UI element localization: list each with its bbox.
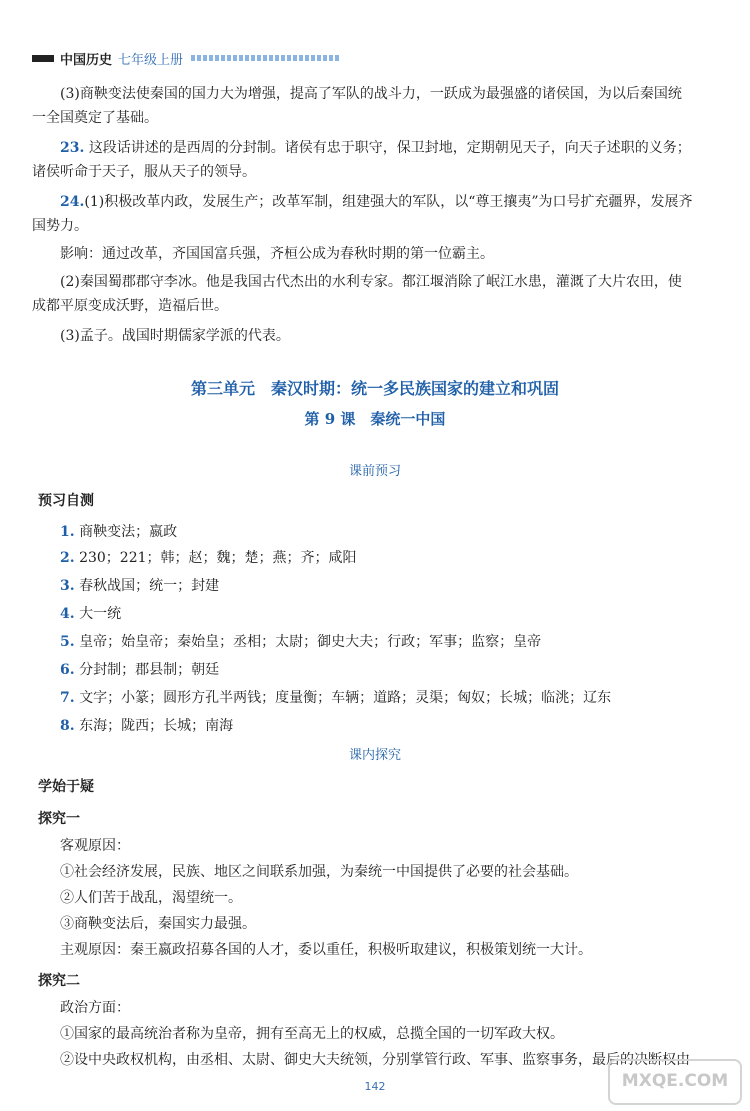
answer-24-2-line1: (2)秦国蜀郡郡守李冰。他是我国古代杰出的水利专家。都江堰消除了岷江水患，灌溉了大片农田，使 <box>60 274 682 290</box>
self-test-item <box>60 576 219 596</box>
section-in-class: 课内探究 <box>348 748 401 763</box>
explore-1-subjective: 主观原因：秦王嬴政招募各国的人才，委以重任，积极听取建议，积极策划统一大计。 <box>60 942 592 958</box>
explore-1-objective: 客观原因： <box>60 838 130 854</box>
item-number: 4. <box>60 606 75 622</box>
explore-2-heading: 探究二 <box>38 973 80 989</box>
lesson-title: 第 9 课 秦统一中国 <box>304 410 446 428</box>
answer-24-influence: 影响：通过改革，齐国国富兵强，齐桓公成为春秋时期的第一位霸主。 <box>60 246 494 262</box>
explore-2-item-1: ①国家的最高统治者称为皇帝，拥有至高无上的权威，总揽全国的一切军政大权。 <box>60 1026 564 1042</box>
self-test-item <box>60 604 121 624</box>
explore-1-reason-3: ③商鞅变法后，秦国实力最强。 <box>60 916 256 932</box>
item-text: 商鞅变法；嬴政 <box>79 524 178 540</box>
item-number: 8. <box>60 718 75 734</box>
explore-1-heading: 探究一 <box>38 811 80 827</box>
explore-2-item-2: ②设中央政权机构，由丞相、太尉、御史大夫统领，分别掌管行政、军事、监察事务，最后的决断权由 <box>60 1052 690 1068</box>
self-test-heading: 预习自测 <box>38 493 94 509</box>
self-test-item <box>60 660 219 680</box>
item-number: 5. <box>60 634 75 650</box>
page-number: 142 <box>364 1080 386 1093</box>
self-test-item <box>60 632 541 652</box>
answer-3-line2: 一全国奠定了基础。 <box>32 110 158 126</box>
answer-24-line1 <box>60 192 693 212</box>
header-bar <box>32 55 54 62</box>
item-number: 6. <box>60 662 75 678</box>
watermark-logo: MXQE.COM <box>608 1059 742 1105</box>
item-text: 东海；陇西；长城；南海 <box>79 718 234 734</box>
q23-text: 这段话讲述的是西周的分封制。诸侯有忠于职守，保卫封地，定期朝见天子，向天子述职的义务； <box>88 140 691 156</box>
answer-24-line2: 国势力。 <box>32 218 88 234</box>
item-text: 文字；小篆；圆形方孔半两钱；度量衡；车辆；道路；灵渠；匈奴；长城；临洮；辽东 <box>79 690 612 706</box>
section-pre-study: 课前预习 <box>348 464 401 479</box>
item-text: 230；221；韩；赵；魏；楚；燕；齐；咸阳 <box>79 550 357 566</box>
q24-text: (1)积极改革内政，发展生产；改革军制，组建强大的军队，以“尊王攘夷”为口号扩充疆界，发展齐 <box>84 194 693 210</box>
self-test-item <box>60 522 177 542</box>
self-test-item <box>60 548 357 568</box>
item-number: 1. <box>60 524 75 540</box>
item-text: 分封制；郡县制；朝廷 <box>79 662 220 678</box>
answer-3-line1: (3)商鞅变法使秦国的国力大为增强，提高了军队的战斗力，一跃成为最强盛的诸侯国，为以后秦国统 <box>60 86 682 102</box>
header-grade: 七年级上册 <box>118 52 184 68</box>
item-number: 7. <box>60 690 75 706</box>
explore-1-reason-1: ①社会经济发展，民族、地区之间联系加强，为秦统一中国提供了必要的社会基础。 <box>60 864 578 880</box>
answer-23-line1 <box>60 138 691 158</box>
item-number: 2. <box>60 550 75 566</box>
answer-23-line2: 诸侯听命于天子，服从天子的领导。 <box>32 164 256 180</box>
page-header <box>32 50 341 66</box>
item-text: 大一统 <box>79 606 122 622</box>
header-dotted-rule <box>191 55 341 61</box>
item-text: 春秋战国；统一；封建 <box>79 578 220 594</box>
explore-1-reason-2: ②人们苦于战乱，渴望统一。 <box>60 890 242 906</box>
q24-number: 24. <box>60 194 85 210</box>
answer-24-3: (3)孟子。战国时期儒家学派的代表。 <box>60 328 290 344</box>
learn-from-doubt-heading: 学始于疑 <box>38 779 94 795</box>
header-subject: 中国历史 <box>60 52 113 68</box>
q23-number: 23. <box>60 140 85 156</box>
self-test-item <box>60 688 611 708</box>
self-test-item <box>60 716 233 736</box>
item-text: 皇帝；始皇帝；秦始皇；丞相；太尉；御史大夫；行政；军事；监察；皇帝 <box>79 634 542 650</box>
answer-24-2-line2: 成都平原变成沃野，造福后世。 <box>32 298 228 314</box>
unit-title: 第三单元 秦汉时期：统一多民族国家的建立和巩固 <box>190 379 559 398</box>
item-number: 3. <box>60 578 75 594</box>
explore-2-politics: 政治方面： <box>60 1000 130 1016</box>
